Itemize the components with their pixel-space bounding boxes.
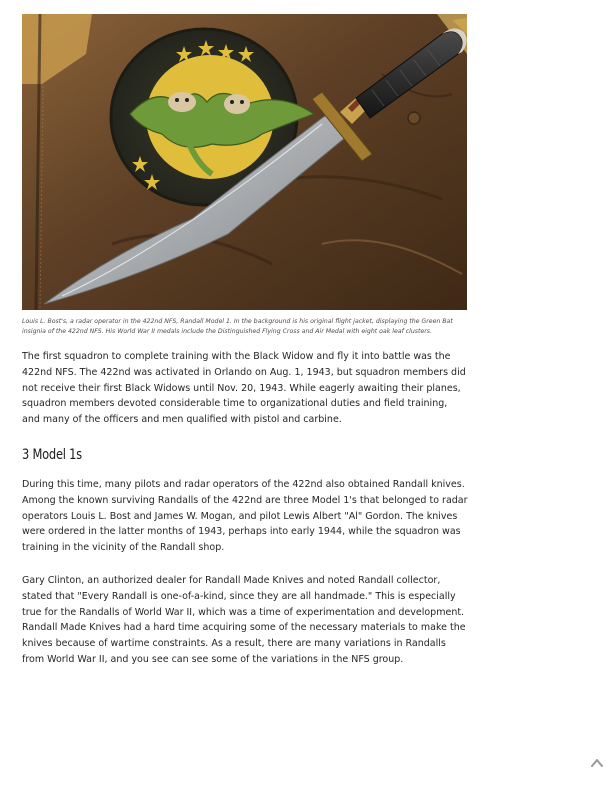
section-heading: 3 Model 1s: [22, 446, 82, 463]
body-paragraph-3: Gary Clinton, an authorized dealer for Randall Made Knives and noted Randall collector, stated that "Every Randall is one-of-a-kind, since they are all handmade." This is especially true for the Randalls of World War II, which was a time of experimentation and development. Randall Made Knives had a hard time acquiring some of the necessary materials to make the knives because of wartime constraints. As a result, there are many variations in Randalls from World War II, and you see can see some of the variations in the NFS group.: [22, 574, 466, 665]
chevron-up-icon: [590, 756, 604, 770]
article: [22, 14, 468, 668]
hero-photo: [22, 14, 467, 310]
body-paragraph-1: The first squadron to complete training with the Black Widow and fly it into battle was the 422nd NFS. The 422nd was activated in Orlando on Aug. 1, 1943, but squadron members did not receive their first Black Widows until Nov. 20, 1943. While eagerly awaiting their planes, squadron members devoted considerable time to organizational duties and field training, and many of the officers and men qualified with pistol and carbine.: [22, 351, 466, 426]
knife-on-jacket-photo: [22, 14, 467, 310]
photo-caption: Louis L. Bost's, a radar operator in the 422nd NFS, Randall Model 1. In the background is his original flight jacket, displaying the Green Bat insignia of the 422nd NFS. His World War II medals include the Distinguished Flying Cross and Air Medal with eight oak leaf clusters.: [22, 318, 453, 335]
scroll-to-top-button[interactable]: [590, 755, 604, 769]
body-paragraph-2: During this time, many pilots and radar operators of the 422nd also obtained Randall knives. Among the known surviving Randalls of the 422nd are three Model 1's that belonged to radar operators Louis L. Bost and James W. Mogan, and pilot Lewis Albert "Al" Gordon. The knives were ordered in the latter months of 1943, perhaps into early 1944, while the squadron was training in the vicinity of the Randall shop.: [22, 478, 468, 554]
